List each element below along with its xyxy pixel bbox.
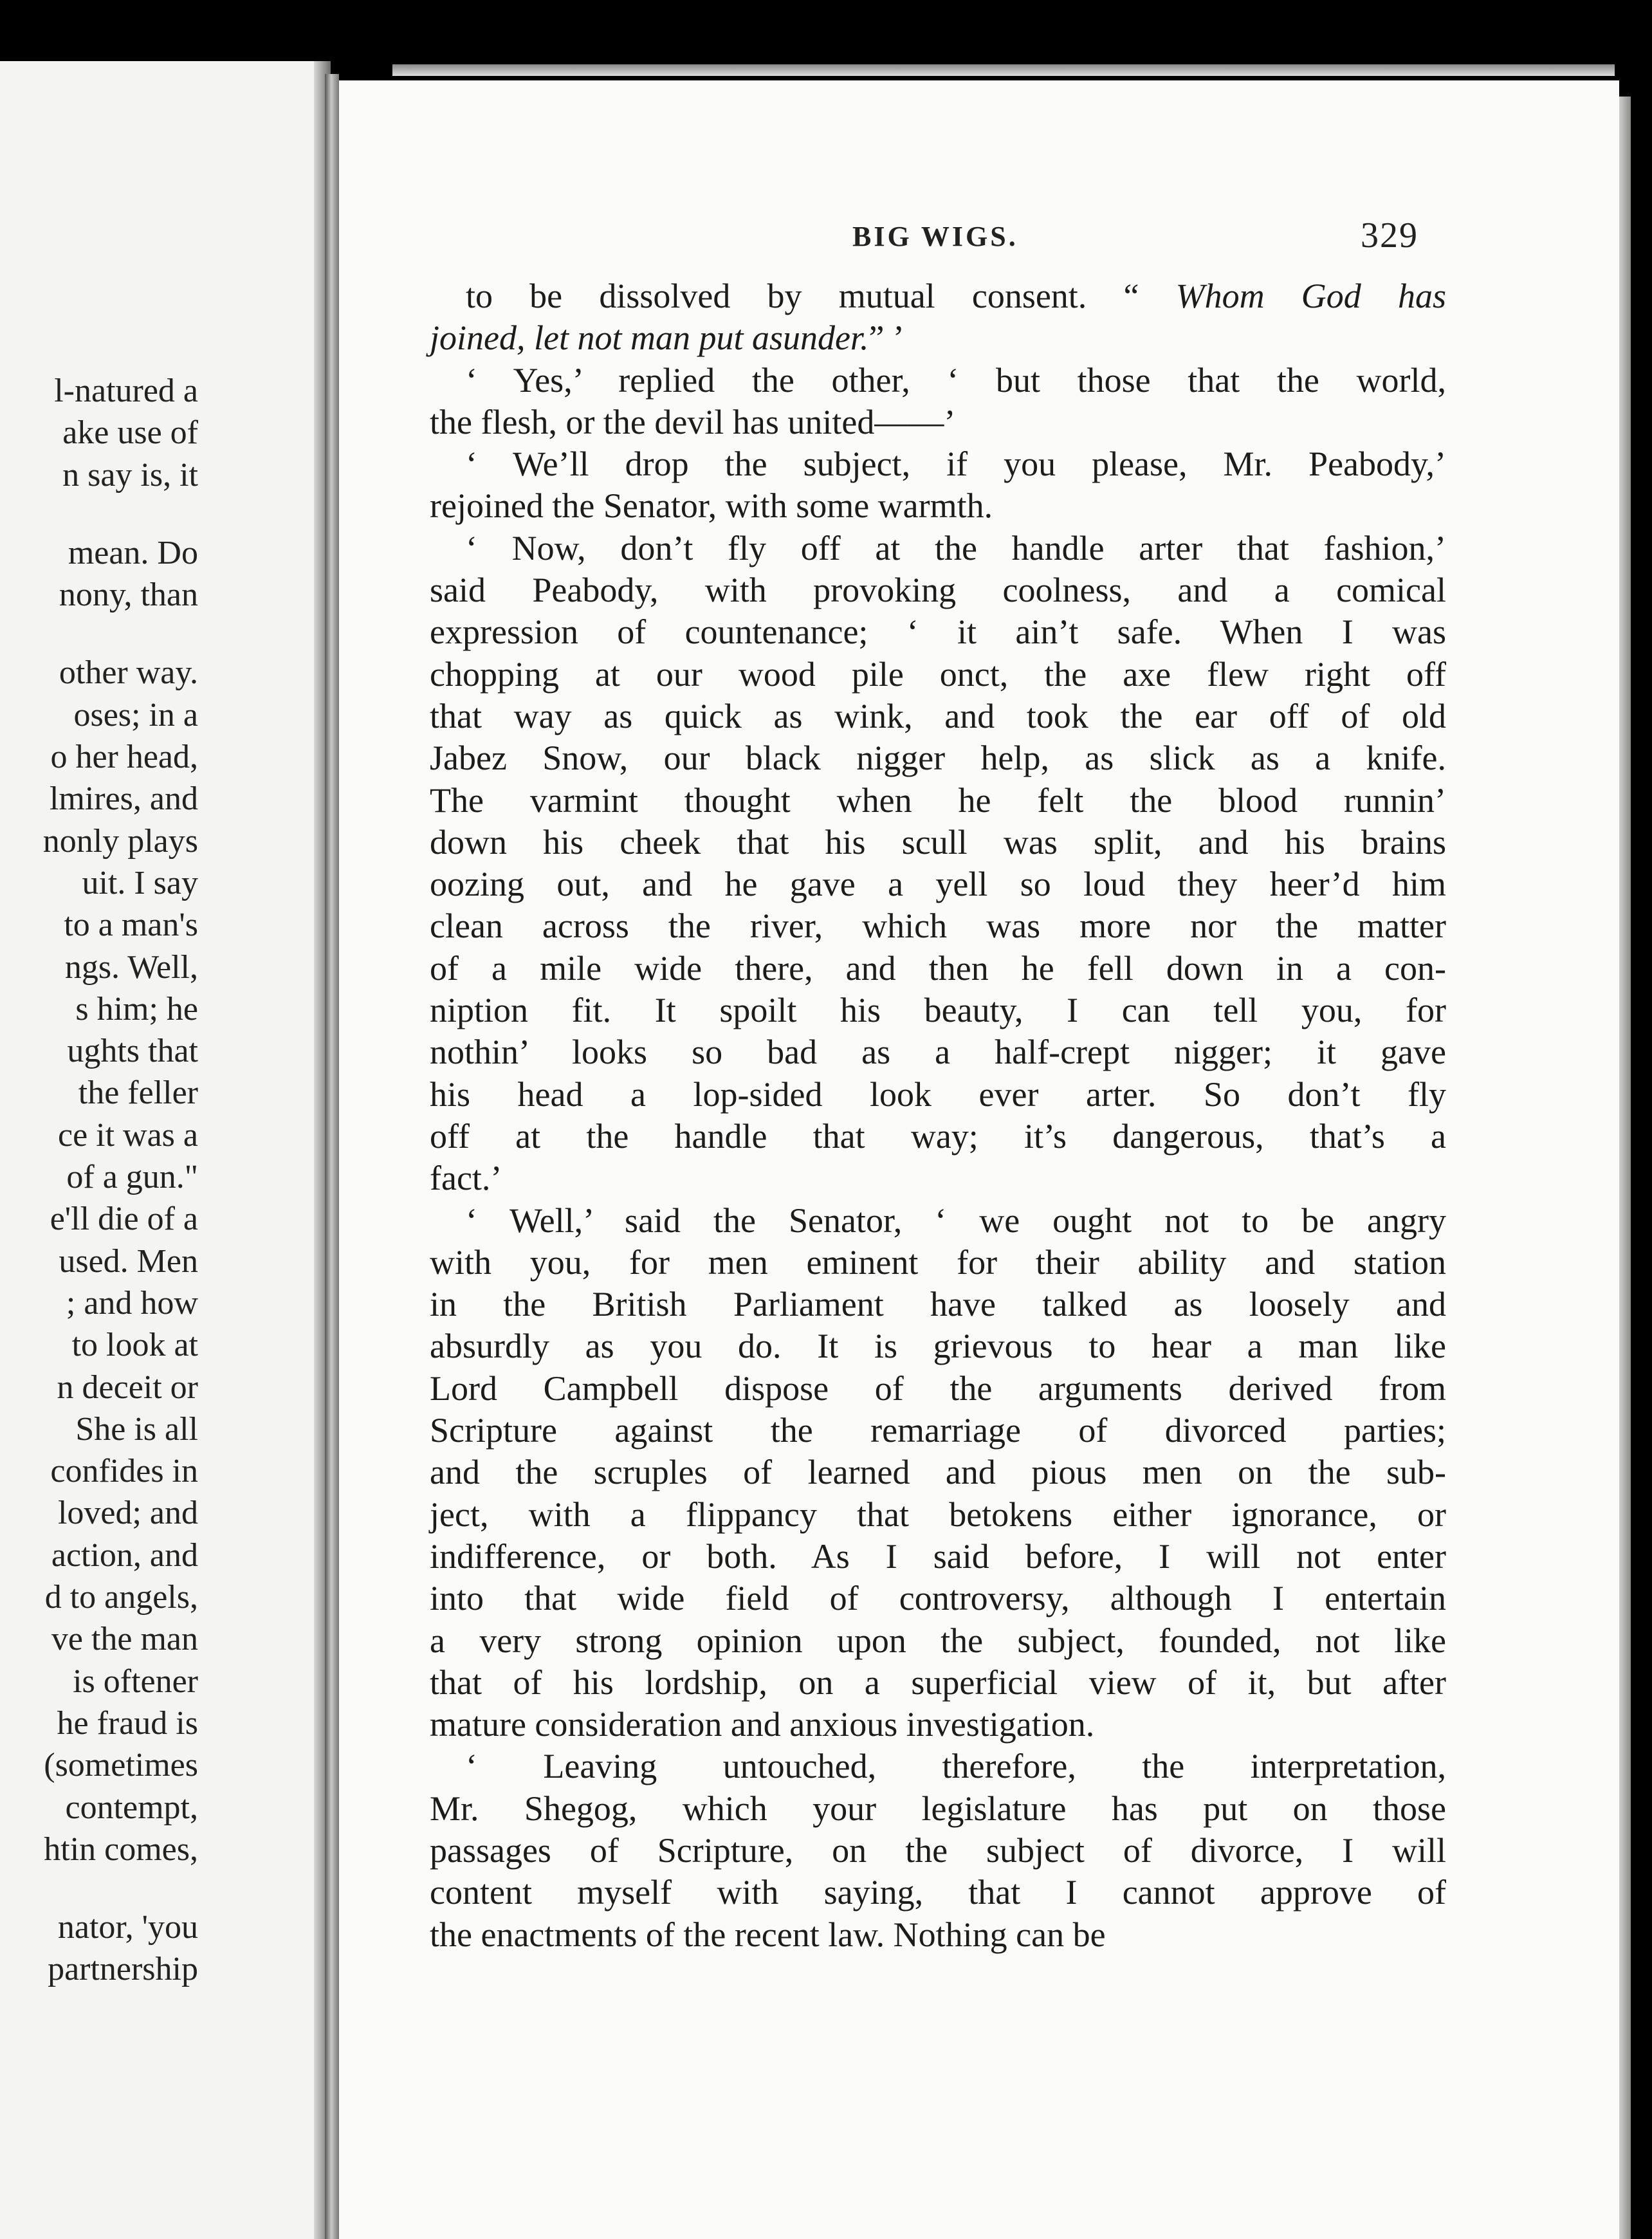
left-page-line: s him; he xyxy=(75,990,198,1027)
text-line: into that wide field of controversy, although I entertain xyxy=(430,1579,1446,1618)
running-head xyxy=(0,216,1480,259)
left-page-line: of a gun." xyxy=(66,1159,198,1196)
left-page-line: loved; and xyxy=(57,1495,198,1532)
paragraph xyxy=(430,1746,1446,1955)
text-line: of a mile wide there, and then he fell down in a con- xyxy=(430,948,1446,988)
left-page-line: lmires, and xyxy=(49,780,198,818)
text-line: chopping at our wood pile onct, the axe flew right off xyxy=(430,654,1446,694)
left-page-line: oses; in a xyxy=(73,696,198,733)
left-page-line: other way. xyxy=(59,654,198,692)
text-line: Scripture against the remarriage of divorced parties; xyxy=(430,1411,1446,1450)
book-binding xyxy=(325,74,339,2239)
left-page-line: ughts that xyxy=(67,1033,198,1070)
left-page-line: nony, than xyxy=(59,576,198,614)
page-body xyxy=(430,275,1446,1956)
text-line: expression of countenance; ‘ it ain’t safe. When I was xyxy=(430,613,1446,652)
text-line: his head a lop-sided look ever arter. So don’t fly xyxy=(430,1074,1446,1114)
text-line: off at the handle that way; it’s dangerous, that’s a xyxy=(430,1116,1446,1156)
text-line: ‘ Yes,’ replied the other, ‘ but those that the world, xyxy=(466,360,1446,400)
left-page-line: nator, 'you xyxy=(57,1909,198,1946)
text-line: ‘ We’ll drop the subject, if you please, Mr. Peabody,’ xyxy=(466,445,1446,484)
paragraph xyxy=(430,1200,1446,1746)
italic-quote: joined, let not man put asunder. xyxy=(430,318,869,358)
text-line: the flesh, or the devil has united——’ xyxy=(430,402,956,441)
left-page-line: action, and xyxy=(51,1536,198,1574)
text-line: content myself with saying, that I cannot approve of xyxy=(430,1873,1446,1912)
page-top-edge xyxy=(392,64,1615,76)
left-page-line: he fraud is xyxy=(57,1704,198,1742)
text-line: indifference, or both. As I said before, I will not enter xyxy=(430,1536,1446,1576)
left-page-line xyxy=(0,616,198,652)
left-page-line: the feller xyxy=(78,1074,198,1112)
text-line: Jabez Snow, our black nigger help, as slick as a knife. xyxy=(430,739,1446,778)
running-title: BIG WIGS. xyxy=(852,221,1018,252)
text-line: The varmint thought when he felt the blood runnin’ xyxy=(430,780,1446,820)
text-line: ‘ Leaving untouched, therefore, the interpretation, xyxy=(466,1747,1446,1786)
left-page-line: to a man's xyxy=(64,907,198,944)
text-line: rejoined the Senator, with some warmth. xyxy=(430,486,993,526)
text-line: niption fit. It spoilt his beauty, I can tell you, for xyxy=(430,991,1446,1030)
text-line: passages of Scripture, on the subject of divorce, I will xyxy=(430,1830,1446,1870)
text-line: said Peabody, with provoking coolness, and a comical xyxy=(430,571,1446,610)
text-line: fact.’ xyxy=(430,1159,502,1198)
text-line: and the scruples of learned and pious men on the sub- xyxy=(430,1453,1446,1492)
text-line: nothin’ looks so bad as a half-crept nigger; it gave xyxy=(430,1033,1446,1072)
left-page-line: ce it was a xyxy=(57,1116,198,1154)
text-line: ‘ Now, don’t fly off at the handle arter that fashion,’ xyxy=(466,528,1446,567)
left-page-line: to look at xyxy=(71,1327,198,1364)
text-line: that of his lordship, on a superficial view of it, but after xyxy=(430,1663,1446,1702)
left-page-line: contempt, xyxy=(65,1789,198,1826)
left-page-line: ve the man xyxy=(51,1621,198,1658)
left-page-line: n say is, it xyxy=(62,456,198,493)
right-page-edge xyxy=(1619,97,1631,2239)
text-line: Mr. Shegog, which your legislature has put on those xyxy=(430,1789,1446,1828)
paragraph xyxy=(430,360,1446,444)
left-page-line: uit. I say xyxy=(82,864,198,901)
text-line: with you, for men eminent for their ability and station xyxy=(430,1242,1446,1282)
left-page-line: used. Men xyxy=(59,1242,198,1280)
left-page-line: mean. Do xyxy=(68,534,198,571)
text-line: a very strong opinion upon the subject, founded, not like xyxy=(430,1621,1446,1660)
text-line: in the British Parliament have talked as loosely and xyxy=(430,1285,1446,1324)
left-page-line: d to angels, xyxy=(44,1579,198,1616)
text-line: Lord Campbell dispose of the arguments derived from xyxy=(430,1368,1446,1408)
paragraph xyxy=(430,528,1446,1200)
page-number: 329 xyxy=(1361,216,1418,255)
left-page-line: e'll die of a xyxy=(50,1201,198,1238)
left-page-line: ngs. Well, xyxy=(64,948,198,986)
left-page xyxy=(0,61,314,2239)
italic-quote: Whom God has xyxy=(1175,277,1446,315)
text-line: oozing out, and he gave a yell so loud they heer’d him xyxy=(430,865,1446,904)
text-line: down his cheek that his scull was split, and his brains xyxy=(430,822,1446,862)
left-page-line: (sometimes xyxy=(44,1747,198,1784)
text-line: ‘ Well,’ said the Senator, ‘ we ought not to be angry xyxy=(466,1201,1446,1240)
left-page-line: partnership xyxy=(48,1951,198,1988)
left-page-line xyxy=(0,496,198,532)
left-page-line: is oftener xyxy=(73,1663,198,1700)
left-page-line: o her head, xyxy=(50,739,198,776)
text-line: absurdly as you do. It is grievous to hear a man like xyxy=(430,1327,1446,1366)
text-line: mature consideration and anxious investigation. xyxy=(430,1705,1095,1744)
left-page-line: ; and how xyxy=(66,1284,198,1322)
text-line: ject, with a flippancy that betokens either ignorance, or xyxy=(430,1495,1446,1534)
left-page-text xyxy=(0,370,198,1991)
text-line: the enactments of the recent law. Nothing can be xyxy=(430,1915,1106,1954)
left-page-line: l-natured a xyxy=(54,373,198,409)
left-page-line: ake use of xyxy=(62,414,198,452)
left-page-line: htin comes, xyxy=(44,1830,198,1868)
text-line: clean across the river, which was more nor the matter xyxy=(430,907,1446,946)
left-page-line: n deceit or xyxy=(57,1368,198,1406)
text-line: to be dissolved by mutual consent. “ Whom God has xyxy=(466,277,1446,315)
left-page-line: confides in xyxy=(50,1453,198,1490)
text-line: joined, let not man put asunder.” ’ xyxy=(430,318,904,358)
paragraph xyxy=(430,443,1446,528)
text-line: that way as quick as wink, and took the ear off of old xyxy=(430,696,1446,735)
left-page-line: She is all xyxy=(75,1410,198,1448)
paragraph xyxy=(430,275,1446,360)
left-page-line xyxy=(0,1870,198,1906)
left-page-line: nonly plays xyxy=(42,822,198,860)
